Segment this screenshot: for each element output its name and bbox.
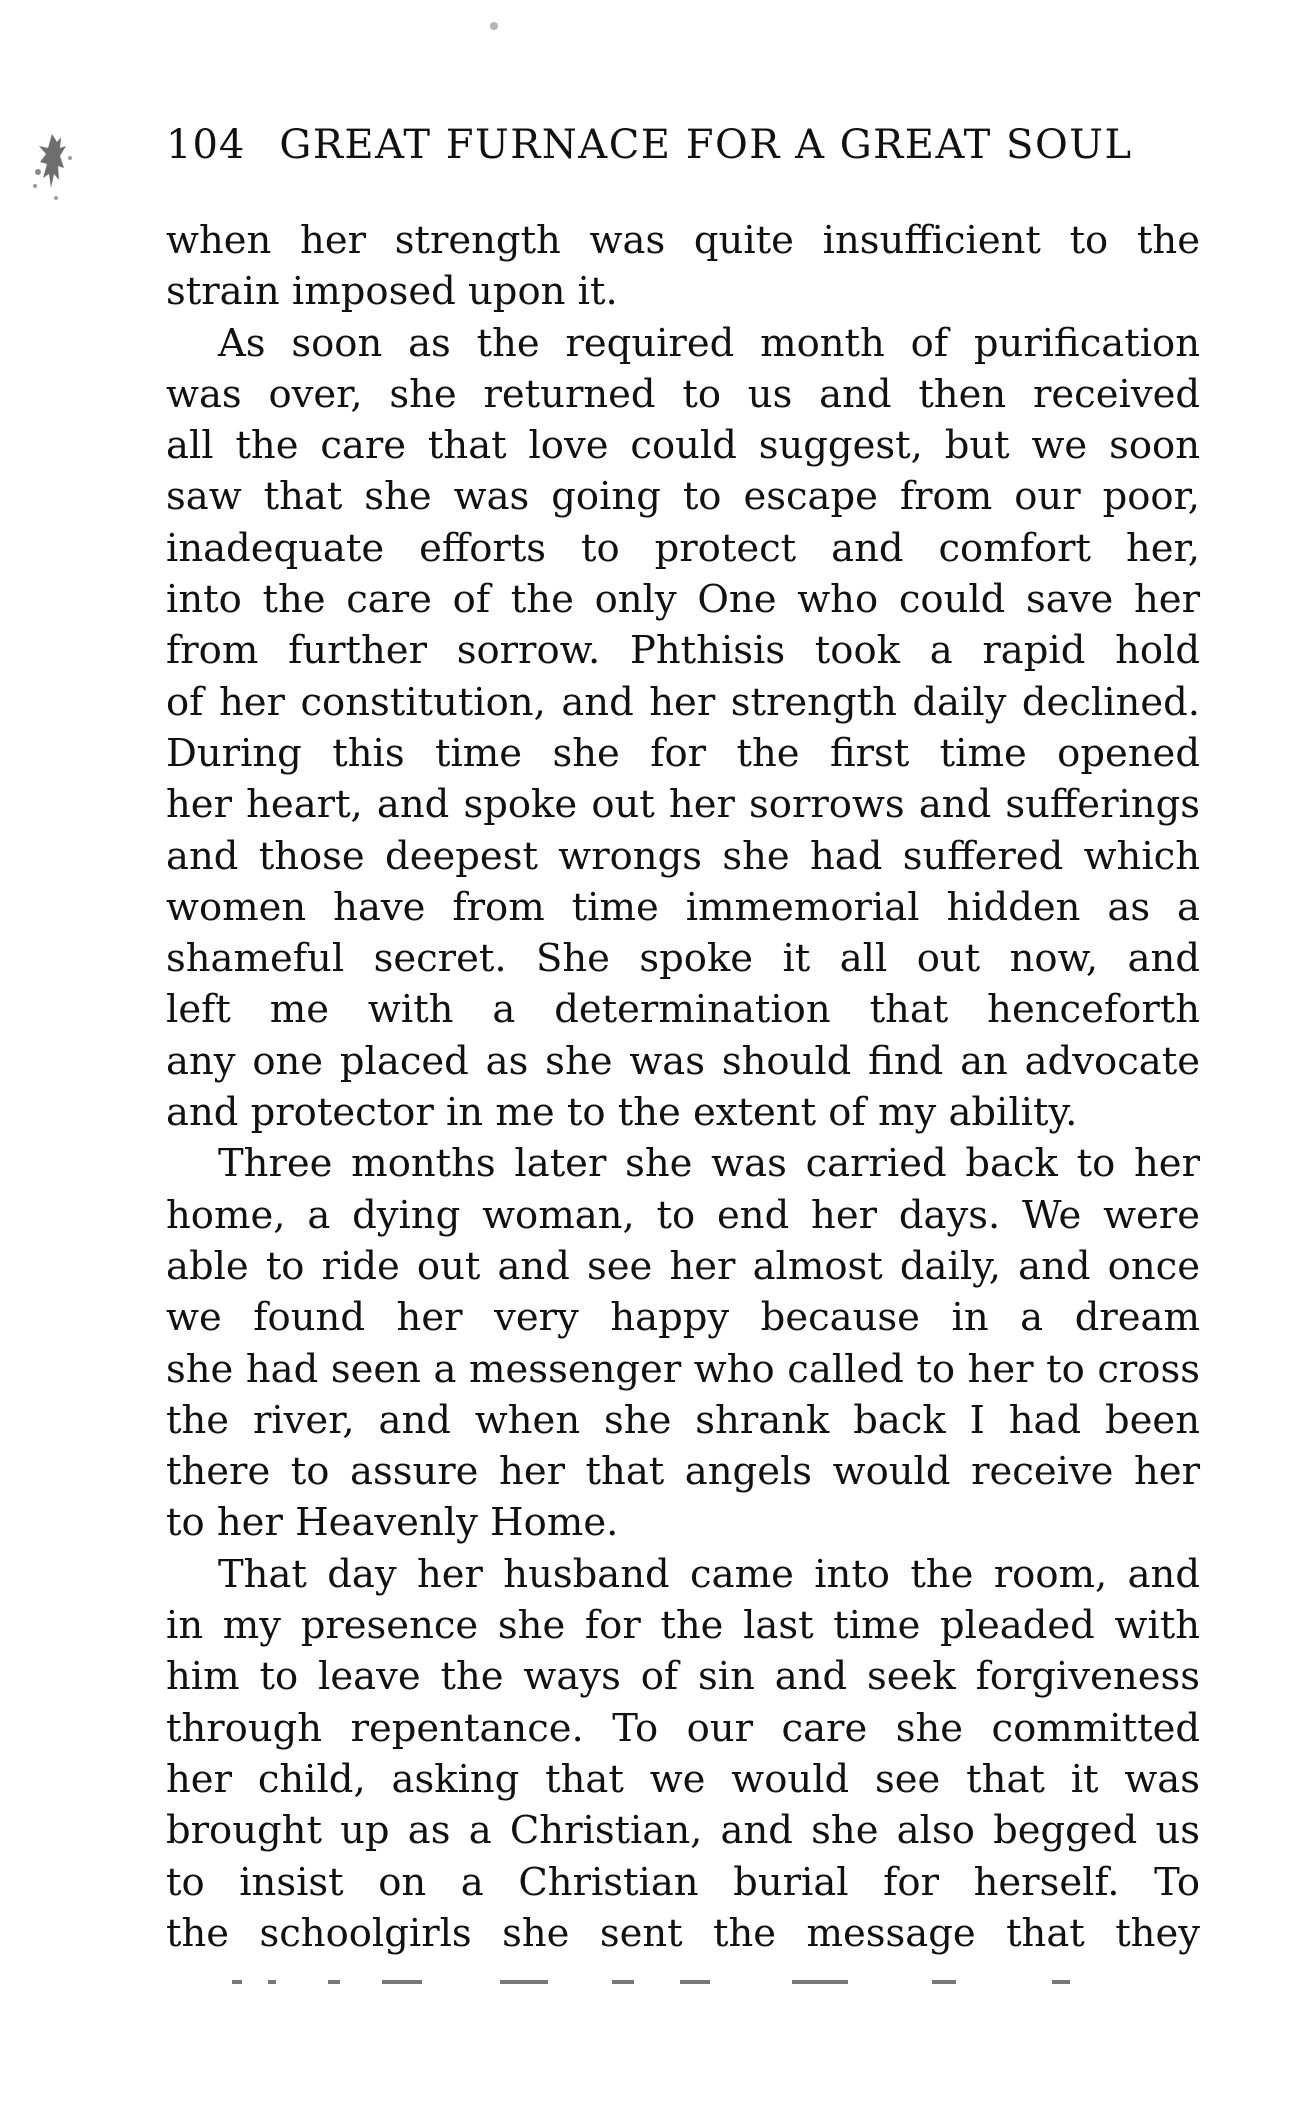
text-line: her child, asking that we would see that it was	[166, 1756, 1200, 1802]
text-line: the river, and when she shrank back I had been	[166, 1397, 1200, 1443]
text-line: During this time she for the first time opened	[166, 730, 1200, 776]
text-line: all the care that love could suggest, but we soon	[166, 423, 1200, 469]
text-line: when her strength was quite insufficient to the	[166, 218, 1200, 263]
scan-speck	[490, 22, 498, 30]
body-text	[166, 215, 1200, 1959]
text-line: him to leave the ways of sin and seek forgiveness	[166, 1654, 1200, 1700]
text-line: and protector in me to the extent of my ability.	[166, 1090, 1078, 1136]
text-line: home, a dying woman, to end her days. We were	[166, 1192, 1200, 1238]
paragraph	[166, 1138, 1200, 1548]
text-line: to her Heavenly Home.	[166, 1500, 619, 1546]
paragraph	[166, 318, 1200, 1139]
text-line: able to ride out and see her almost daily, and once	[166, 1243, 1200, 1289]
page-number: 104	[166, 122, 246, 168]
text-line: brought up as a Christian, and she also begged us	[166, 1808, 1200, 1854]
text-line: Three months later she was carried back to her	[218, 1141, 1200, 1187]
running-head	[166, 122, 1200, 182]
text-line: was over, she returned to us and then received	[166, 371, 1200, 417]
text-line: through repentance. To our care she committed	[166, 1705, 1200, 1751]
text-line: there to assure her that angels would receive her	[166, 1449, 1200, 1495]
text-line: we found her very happy because in a dream	[166, 1295, 1200, 1341]
text-line: she had seen a messenger who called to her to cross	[166, 1346, 1200, 1392]
text-line: strain imposed upon it.	[166, 269, 618, 315]
text-line: As soon as the required month of purification	[218, 320, 1200, 366]
text-line: That day her husband came into the room, and	[218, 1551, 1200, 1597]
text-line: inadequate efforts to protect and comfort her,	[166, 525, 1200, 571]
ink-blot-mark	[30, 128, 78, 218]
text-line: in my presence she for the last time pleaded with	[166, 1603, 1200, 1649]
text-line: any one placed as she was should find an advocate	[166, 1038, 1200, 1084]
text-line: shameful secret. She spoke it all out now, and	[166, 936, 1200, 982]
cropped-text-line-fragments	[232, 1980, 1112, 1990]
text-line: and those deepest wrongs she had suffered which	[166, 833, 1200, 879]
text-line: women have from time immemorial hidden as a	[166, 884, 1200, 930]
text-line: into the care of the only One who could save her	[166, 577, 1200, 623]
paragraph	[166, 215, 1200, 318]
text-line: left me with a determination that henceforth	[166, 987, 1200, 1033]
text-line: the schoolgirls she sent the message that they	[166, 1910, 1200, 1956]
paragraph	[166, 1549, 1200, 1959]
running-title: GREAT FURNACE FOR A GREAT SOUL	[279, 122, 1133, 168]
text-line: of her constitution, and her strength daily declined.	[166, 679, 1200, 725]
text-line: to insist on a Christian burial for herself. To	[166, 1859, 1200, 1905]
text-line: from further sorrow. Phthisis took a rapid hold	[166, 628, 1200, 674]
text-line: saw that she was going to escape from our poor,	[166, 474, 1200, 520]
text-line: her heart, and spoke out her sorrows and sufferings	[166, 782, 1200, 828]
